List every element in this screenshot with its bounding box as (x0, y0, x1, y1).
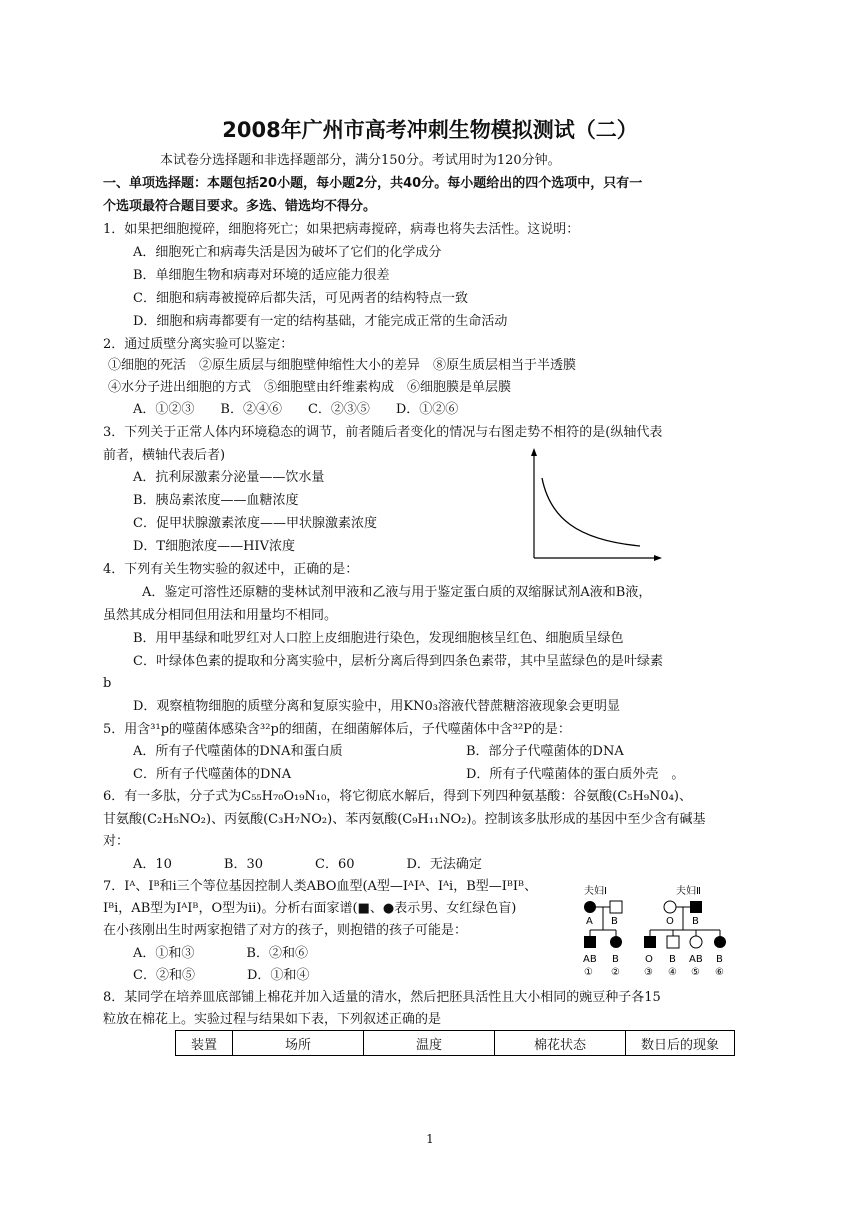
q5-option-c: C．所有子代噬菌体的DNA (133, 767, 292, 782)
section-heading-2: 个选项最符合题目要求。多选、错选均不得分。 (103, 199, 377, 214)
header-phenomenon: 数日后的现象 (626, 1031, 735, 1056)
child-5-number: ⑤ (691, 967, 700, 976)
intro-text: 本试卷分选择题和非选择题部分，满分150分。考试用时为120分钟。 (160, 153, 561, 168)
family-2-father (690, 901, 702, 913)
q4-option-c-1: C．叶绿体色素的提取和分离实验中，层析分离后得到四条色素带，其中呈蓝绿色的是叶绿素 (133, 654, 663, 669)
q2-items-1: ①细胞的死活 ②原生质层与细胞壁伸缩性大小的差异 ⑧原生质层相当于半透膜 (108, 358, 577, 373)
child-5-blood: AB (689, 954, 703, 965)
q6-stem-1: 6．有一多肽，分子式为C₅₅H₇₀O₁₉N₁₀，将它彻底水解后，得到下列四种氨基酸：谷氨酸(C₅H₉N0₄)、 (103, 789, 692, 804)
q5-option-a: A．所有子代噬菌体的DNA和蛋白质 (133, 744, 343, 759)
family-1-father (610, 901, 622, 913)
child-3-number: ③ (644, 967, 653, 976)
q1-option-b: B．单细胞生物和病毒对环境的适应能力很差 (133, 268, 390, 283)
header-temperature: 温度 (364, 1031, 495, 1056)
q2-items-2: ④水分子进出细胞的方式 ⑤细胞壁由纤维素构成 ⑥细胞膜是单层膜 (108, 380, 512, 395)
q1-stem: 1．如果把细胞搅碎，细胞将死亡；如果把病毒搅碎，病毒也将失去活性。这说明： (103, 222, 580, 237)
child-1-blood: AB (583, 954, 597, 965)
family-2-father-blood: B (692, 916, 699, 927)
q2-stem: 2．通过质壁分离实验可以鉴定： (103, 337, 294, 352)
q2-options: A．①②③ B．②④⑥ C．②③⑤ D．①②⑥ (133, 402, 459, 417)
child-6 (714, 936, 726, 948)
header-cotton-state: 棉花状态 (495, 1031, 626, 1056)
child-1 (584, 936, 596, 948)
section-heading-1: 一、单项选择题：本题包括20小题，每小题2分，共40分。每小题给出的四个选项中，只有一 (103, 176, 643, 191)
family-2-label: 夫妇Ⅱ (676, 886, 701, 897)
family-1-mother-blood: A (586, 916, 593, 927)
child-2-blood: B (612, 954, 619, 965)
q1-option-d: D．细胞和病毒都要有一定的结构基础，才能完成正常的生命活动 (133, 314, 508, 329)
header-device: 装置 (176, 1031, 233, 1056)
child-4-number: ④ (668, 967, 677, 976)
page-number: 1 (426, 1132, 434, 1146)
child-5 (690, 936, 702, 948)
q6-stem-3: 对： (103, 834, 130, 849)
y-axis-arrow (531, 448, 537, 456)
child-4 (667, 936, 679, 948)
child-3-blood: O (645, 954, 653, 965)
q4-stem: 4．下列有关生物实验的叙述中，正确的是： (103, 562, 359, 577)
experiment-table (175, 1030, 735, 1056)
q1-option-a: A．细胞死亡和病毒失活是因为破坏了它们的化学成分 (133, 245, 442, 260)
q4-option-a-1: A．鉴定可溶性还原糖的斐林试剂甲液和乙液与用于鉴定蛋白质的双缩脲试剂A液和B液， (142, 585, 652, 600)
table-header-row (176, 1031, 735, 1056)
q4-option-d: D．观察植物细胞的质壁分离和复原实验中，用KN0₃溶液代替蔗糖溶液现象会更明显 (133, 699, 620, 714)
x-axis-arrow (654, 555, 662, 561)
q6-options: A．10 B．30 C．60 D．无法确定 (133, 857, 482, 872)
q8-stem-1: 8．某同学在培养皿底部铺上棉花并加入适量的清水，然后把胚具活性且大小相同的豌豆种子各15 (103, 990, 661, 1005)
q7-options-2: C．②和⑤ D．①和④ (133, 968, 310, 983)
pedigree-diagram (578, 884, 748, 976)
child-6-number: ⑥ (715, 967, 724, 976)
child-3 (644, 936, 656, 948)
family-2-mother (664, 901, 676, 913)
q4-option-a-2: 虽然其成分相同但用法和用量均不相同。 (103, 608, 338, 623)
q3-option-b: B．胰岛素浓度——血糖浓度 (133, 493, 299, 508)
q3-option-a: A．抗利尿激素分泌量——饮水量 (133, 470, 325, 485)
q5-stem: 5．用含³¹p的噬菌体感染含³²p的细菌，在细菌解体后，子代噬菌体中含³²P的是： (103, 722, 571, 737)
q6-stem-2: 甘氨酸(C₂H₅NO₂)、丙氨酸(C₃H₇NO₂)、苯丙氨酸(C₉H₁₁NO₂)。控制该多肽形成的基因中至少含有碱基 (103, 812, 706, 827)
q3-stem-1: 3．下列关于正常人体内环境稳态的调节，前者随后者变化的情况与右图走势不相符的是(纵轴代表 (103, 425, 663, 440)
q8-stem-2: 粒放在棉花上。实验过程与结果如下表，下列叙述正确的是 (103, 1012, 442, 1027)
family-1-mother (584, 901, 596, 913)
q4-option-c-2: b (103, 676, 112, 691)
q3-stem-2: 前者，横轴代表后者) (103, 448, 226, 463)
decreasing-curve-graph (522, 448, 662, 563)
family-1-label: 夫妇Ⅰ (584, 886, 607, 897)
child-2-number: ② (611, 967, 620, 976)
q5-option-b: B．部分子代噬菌体的DNA (466, 744, 624, 759)
q7-stem-2: Iᴮi，AB型为IᴬIᴮ，O型为ii)。分析右面家谱(■、●表示男、女红绿色盲) (103, 901, 517, 916)
q5-option-d: D．所有子代噬菌体的蛋白质外壳 。 (466, 767, 685, 782)
q3-option-c: C．促甲状腺激素浓度——甲状腺激素浓度 (133, 516, 377, 531)
family-1-father-blood: B (611, 916, 618, 927)
header-location: 场所 (233, 1031, 364, 1056)
q7-stem-3: 在小孩刚出生时两家抱错了对方的孩子，则抱错的孩子可能是： (103, 923, 468, 938)
child-1-number: ① (584, 967, 593, 976)
child-6-blood: B (716, 954, 723, 965)
q3-option-d: D．T细胞浓度——HIV浓度 (133, 539, 295, 554)
child-4-blood: B (669, 954, 676, 965)
q7-stem-1: 7．Iᴬ、Iᴮ和i三个等位基因控制人类ABO血型(A型—IᴬIᴬ、Iᴬi，B型—IᴮIᴮ、 (103, 879, 538, 894)
decay-curve (542, 478, 640, 546)
page-title: 2008年广州市高考冲刺生物模拟测试（二） (222, 118, 638, 142)
q4-option-b: B．用甲基绿和吡罗红对人口腔上皮细胞进行染色，发现细胞核呈红色、细胞质呈绿色 (133, 631, 624, 646)
family-2-mother-blood: O (666, 916, 674, 927)
q7-options-1: A．①和③ B．②和⑥ (133, 946, 308, 961)
q1-option-c: C．细胞和病毒被搅碎后都失活，可见两者的结构特点一致 (133, 291, 468, 306)
child-2 (610, 936, 622, 948)
